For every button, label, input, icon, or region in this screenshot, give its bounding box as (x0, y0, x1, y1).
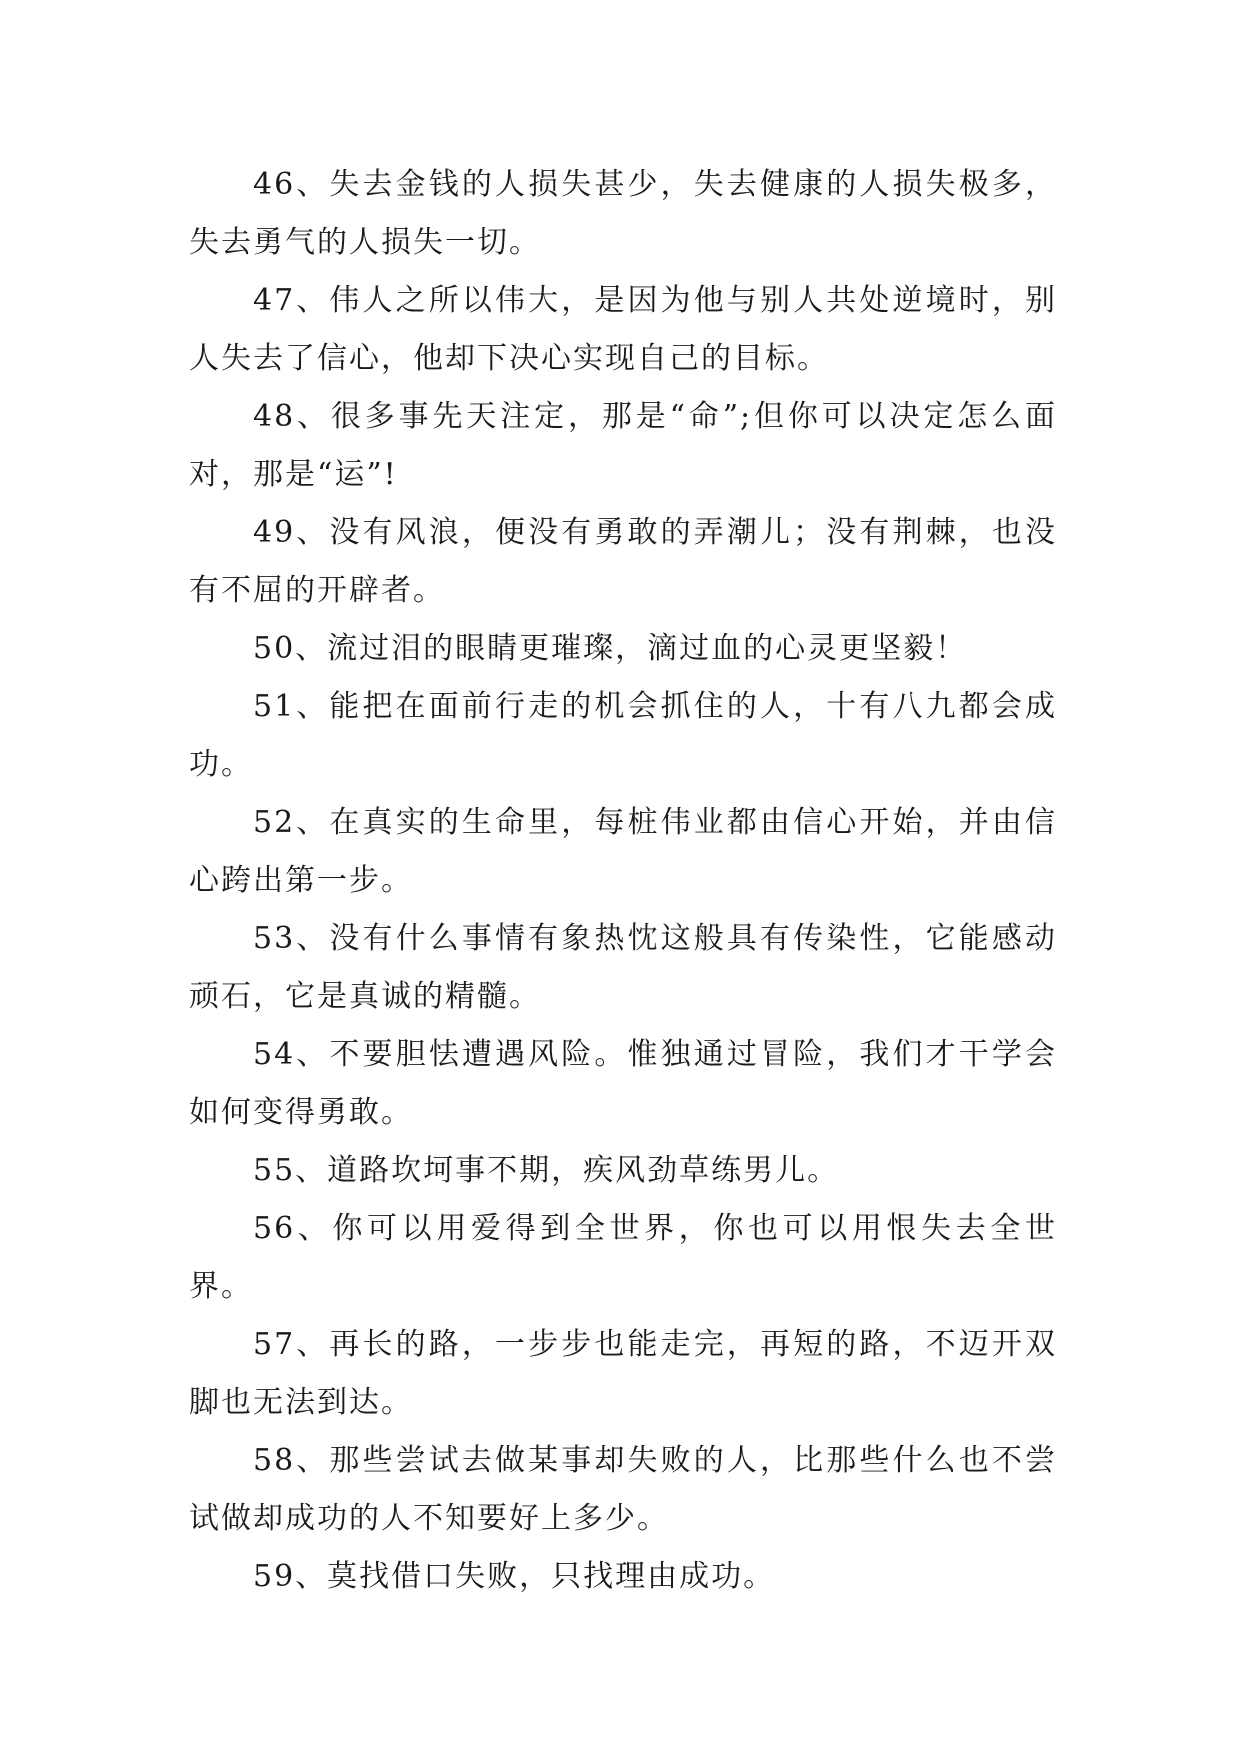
quote-paragraph-49: 49、没有风浪，便没有勇敢的弄潮儿；没有荆棘，也没有不屈的开辟者。 (189, 515, 1057, 608)
quote-paragraph-50: 50、流过泪的眼睛更璀璨，滴过血的心灵更坚毅！ (253, 631, 968, 666)
quote-paragraph-58: 58、那些尝试去做某事却失败的人，比那些什么也不尝试做却成功的人不知要好上多少。 (189, 1443, 1057, 1536)
quote-paragraph-48: 48、很多事先天注定，那是“命”;但你可以决定怎么面对，那是“运”! (189, 399, 1057, 492)
quote-paragraph-55: 55、道路坎坷事不期，疾风劲草练男儿。 (253, 1153, 840, 1188)
quote-paragraph-56: 56、你可以用爱得到全世界，你也可以用恨失去全世界。 (189, 1211, 1057, 1304)
quote-paragraph-52: 52、在真实的生命里，每桩伟业都由信心开始，并由信心跨出第一步。 (189, 805, 1057, 898)
quote-paragraph-51: 51、能把在面前行走的机会抓住的人，十有八九都会成功。 (189, 689, 1057, 782)
quote-paragraph-57: 57、再长的路，一步步也能走完，再短的路，不迈开双脚也无法到达。 (189, 1327, 1057, 1420)
quote-paragraph-53: 53、没有什么事情有象热忱这般具有传染性，它能感动顽石，它是真诚的精髓。 (189, 921, 1057, 1014)
quote-paragraph-47: 47、伟人之所以伟大，是因为他与别人共处逆境时，别人失去了信心，他却下决心实现自己的目标。 (189, 283, 1057, 376)
document-body (189, 156, 1057, 1606)
quote-paragraph-54: 54、不要胆怯遭遇风险。惟独通过冒险，我们才干学会如何变得勇敢。 (189, 1037, 1057, 1130)
quote-paragraph-59: 59、莫找借口失败，只找理由成功。 (253, 1559, 776, 1594)
quote-paragraph-46: 46、失去金钱的人损失甚少，失去健康的人损失极多，失去勇气的人损失一切。 (189, 167, 1057, 260)
